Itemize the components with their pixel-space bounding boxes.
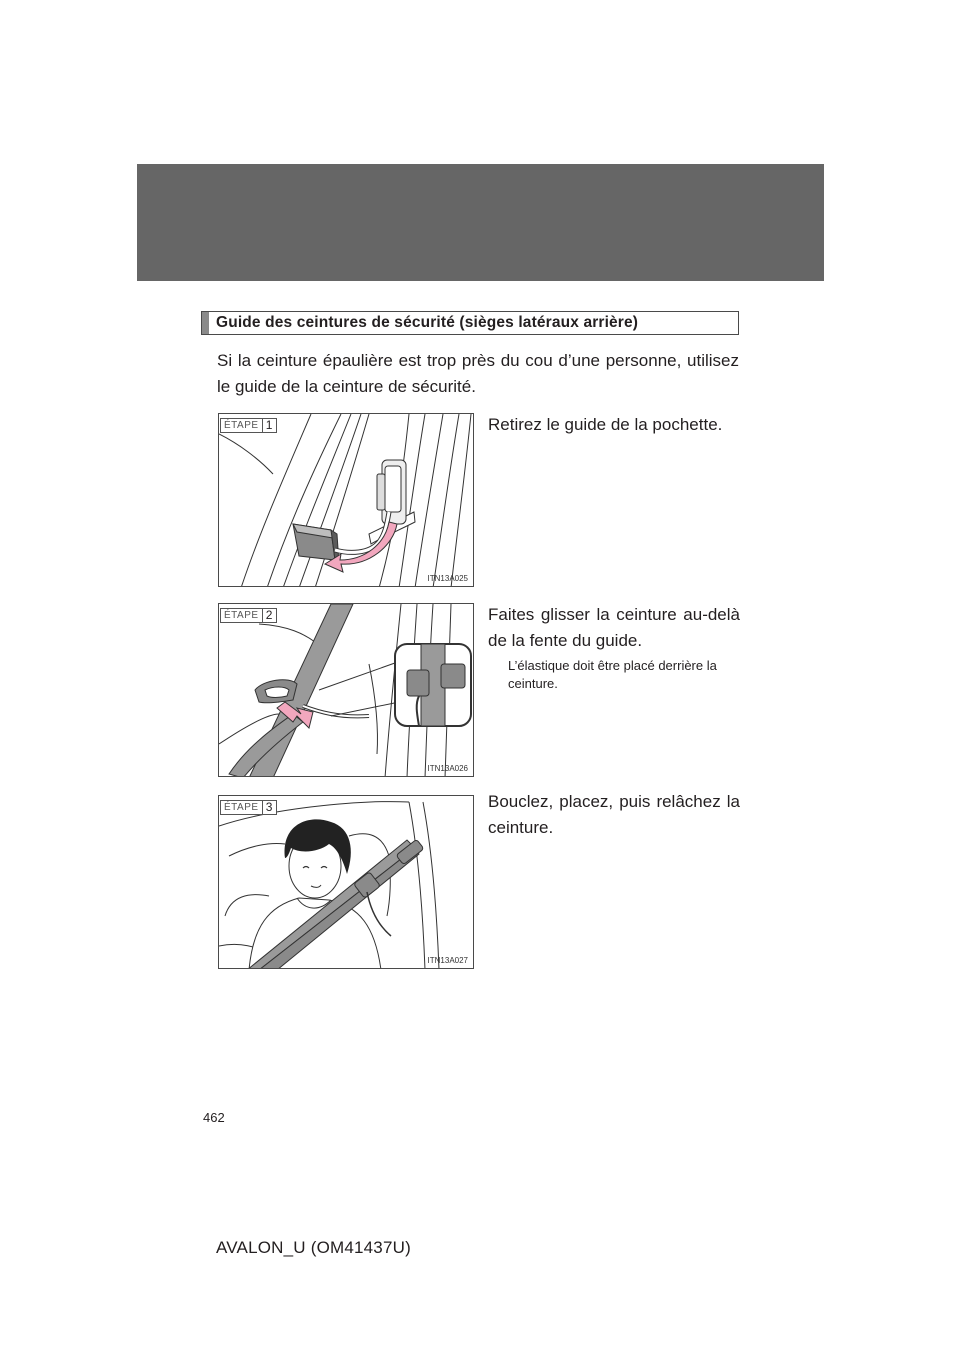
step-1-badge-number: 1 (262, 418, 277, 433)
step-2-badge-number: 2 (262, 608, 277, 623)
step-3-figure-code: ITN13A027 (427, 956, 468, 965)
step-3-badge-word: ÉTAPE (220, 800, 262, 815)
step-2-figure (218, 603, 474, 777)
step-2-illustration (219, 604, 474, 777)
step-2-badge-word: ÉTAPE (220, 608, 262, 623)
step-1-badge (220, 418, 277, 433)
step-1-figure (218, 413, 474, 587)
step-2-badge (220, 608, 277, 623)
section-heading-text: Guide des ceintures de sécurité (sièges latéraux arrière) (216, 314, 639, 331)
section-heading (201, 311, 739, 335)
step-3-figure (218, 795, 474, 969)
step-3-badge (220, 800, 277, 815)
step-1-figure-code: ITN13A025 (427, 574, 468, 583)
step-2-note: L’élastique doit être placé derrière la ceinture. (508, 658, 717, 691)
step-1-illustration (219, 414, 474, 587)
step-3-illustration (219, 796, 474, 969)
step-1-text: Retirez le guide de la pochette. (488, 415, 723, 434)
footer-model-code: AVALON_U (OM41437U) (216, 1238, 411, 1257)
intro-paragraph: Si la ceinture épaulière est trop près du cou d’une personne, utilisez le guide de la ceinture de sécurité. (217, 351, 739, 396)
step-3-badge-number: 3 (262, 800, 277, 815)
step-2-figure-code: ITN13A026 (427, 764, 468, 773)
step-2-text: Faites glisser la ceinture au-delà de la fente du guide. (488, 605, 740, 650)
page-number: 462 (203, 1110, 225, 1125)
section-heading-bar (202, 312, 209, 334)
header-band (137, 164, 824, 281)
step-1-badge-word: ÉTAPE (220, 418, 262, 433)
step-3-text: Bouclez, placez, puis relâchez la ceinture. (488, 792, 740, 837)
